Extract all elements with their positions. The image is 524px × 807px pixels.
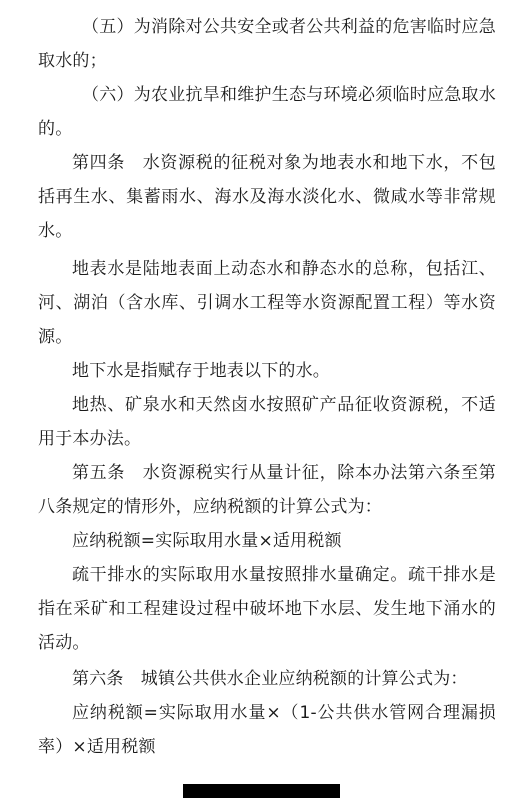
- paragraph-item-5: （五）为消除对公共安全或者公共利益的危害临时应急取水的；: [38, 17, 496, 71]
- paragraph-article-4: 第四条 水资源税的征税对象为地表水和地下水，不包括再生水、集蓄雨水、海水及海水淡化水、微咸水等非常规水。: [38, 153, 496, 241]
- paragraph-formula-2: 应纳税额=实际取用水量×（1-公共供水管网合理漏损率）×适用税额: [38, 703, 496, 757]
- paragraph-item-6: （六）为农业抗旱和维护生态与环境必须临时应急取水的。: [38, 85, 496, 139]
- paragraph-surface-water: 地表水是陆地表面上动态水和静态水的总称，包括江、河、湖泊（含水库、引调水工程等水资源配置工程）等水资源。: [38, 259, 496, 347]
- paragraph-groundwater: 地下水是指赋存于地表以下的水。: [72, 361, 330, 381]
- paragraph-formula-1: 应纳税额=实际取用水量×适用税额: [72, 531, 342, 551]
- paragraph-article-5: 第五条 水资源税实行从量计征，除本办法第六条至第八条规定的情形外，应纳税额的计算公式为：: [38, 463, 496, 517]
- paragraph-drainage: 疏干排水的实际取用水量按照排水量确定。疏干排水是指在采矿和工程建设过程中破坏地下水层、发生地下涌水的活动。: [38, 565, 496, 653]
- redaction-bar: [183, 784, 340, 798]
- paragraph-geothermal: 地热、矿泉水和天然卤水按照矿产品征收资源税，不适用于本办法。: [38, 395, 496, 449]
- paragraph-article-6: 第六条 城镇公共供水企业应纳税额的计算公式为：: [72, 669, 468, 689]
